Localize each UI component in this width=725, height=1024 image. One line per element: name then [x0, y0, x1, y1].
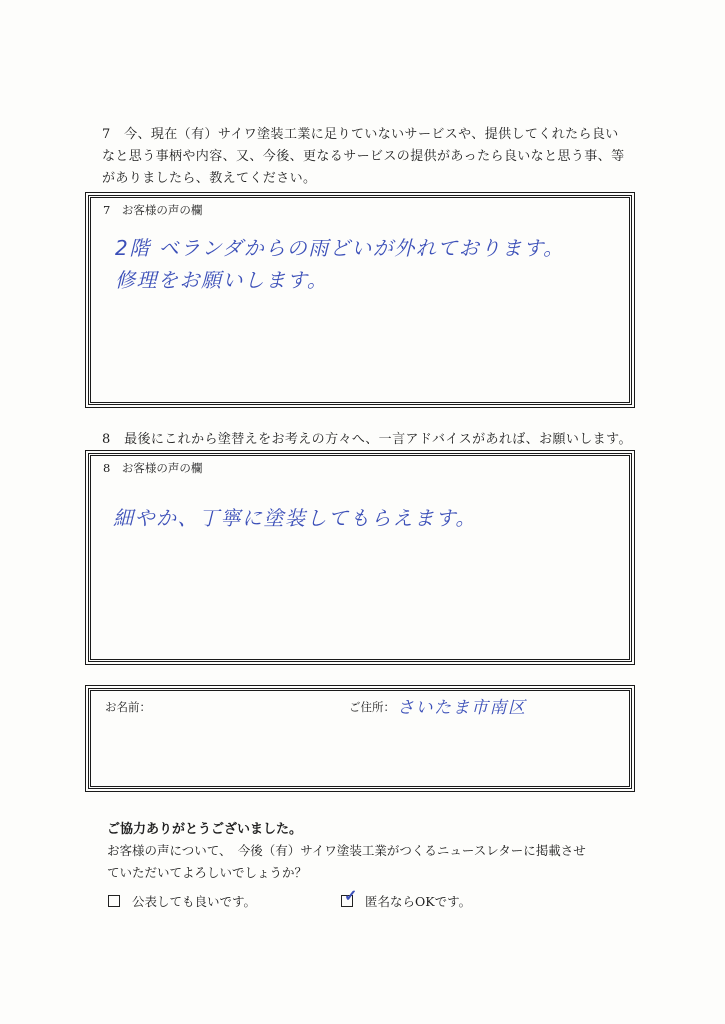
thanks-message: ご協力ありがとうございました。 — [107, 822, 303, 837]
public-checkbox[interactable] — [108, 895, 120, 907]
answer-8-line-1: 細やか、丁寧に塗装してもらえます。 — [113, 506, 477, 530]
question-7 — [102, 124, 624, 190]
option-anonymous[interactable] — [341, 886, 472, 910]
answer-7-line-1: 2階 ベランダからの雨どいが外れております。 — [115, 236, 565, 260]
address-label: ご住所： — [349, 700, 395, 714]
question-7-line-2: なと思う事柄や内容、又、今後、更なるサービスの提供があったら良いなと思う事、等 — [102, 149, 625, 164]
option-public-label: 公表しても良いです。 — [132, 894, 257, 909]
anonymous-checkbox[interactable] — [341, 886, 358, 907]
consent-line-1: お客様の声について、 今後（有）サイワ塗装工業がつくるニュースレターに掲載させ — [107, 843, 586, 858]
answer-box-8[interactable] — [88, 453, 632, 662]
option-public[interactable] — [108, 892, 256, 910]
option-anonymous-label: 匿名ならOKです。 — [365, 894, 472, 909]
answer-box-8-label: 8 お客様の声の欄 — [103, 461, 203, 475]
question-7-line-1: 7 今、現在（有）サイワ塗装工業に足りていないサービスや、提供してくれたら良い — [102, 127, 619, 142]
consent-line-2: ていただいてよろしいでしょうか？ — [107, 865, 308, 880]
question-8-line: 8 最後にこれから塗替えをお考えの方々へ、一言アドバイスがあれば、お願いします。 — [102, 432, 632, 447]
address-value: さいたま市南区 — [397, 698, 527, 718]
question-7-line-3: がありましたら、教えてください。 — [102, 171, 317, 186]
answer-box-7-label: 7 お客様の声の欄 — [103, 203, 203, 217]
consent-question — [107, 840, 586, 884]
answer-box-7[interactable] — [88, 195, 632, 405]
name-label: お名前： — [105, 700, 151, 714]
answer-7-line-2: 修理をお願いします。 — [115, 268, 329, 292]
customer-info-box — [88, 688, 632, 789]
question-8 — [102, 429, 632, 451]
check-mark-icon: ✓ — [344, 886, 358, 905]
